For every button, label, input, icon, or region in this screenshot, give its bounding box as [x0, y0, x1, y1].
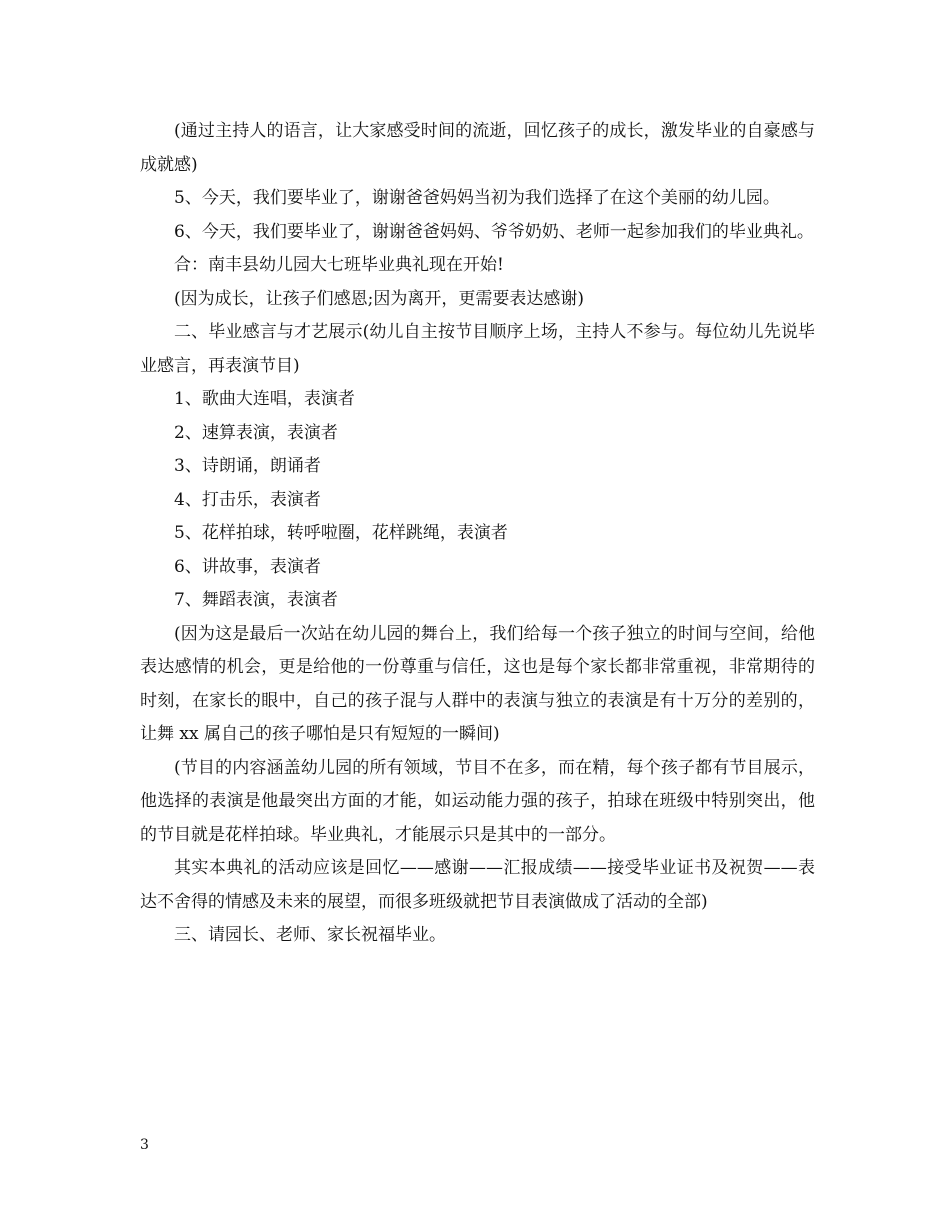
section-heading-blessings: 三、请园长、老师、家长祝福毕业。 — [174, 925, 446, 945]
program-item-3: 3、诗朗诵，朗诵者 — [174, 456, 321, 476]
paragraph-line-6: 6、今天，我们要毕业了，谢谢爸爸妈妈、爷爷奶奶、老师一起参加我们的毕业典礼。 — [174, 221, 814, 242]
program-item-5: 5、花样拍球，转呼啦圈，花样跳绳，表演者 — [174, 523, 508, 543]
paragraph-program-content-note: (节目的内容涵盖幼儿园的所有领域，节目不在多，而在精，每个孩子都有节目展示，他选择的表演是他最突出方面的才能，如运动能力强的孩子，拍球在班级中特别突出，他的节目就是花样拍球。毕业典礼，才能展示只是其中的一部分。 — [140, 757, 815, 845]
section-heading-talent-show: 二、毕业感言与才艺展示(幼儿自主按节目顺序上场，主持人不参与。每位幼儿先说毕业感言，再表演节目) — [140, 322, 815, 376]
paragraph-together: 合：南丰县幼儿园大七班毕业典礼现在开始! — [174, 255, 504, 275]
paragraph-ceremony-note: 其实本典礼的活动应该是回忆——感谢——汇报成绩——接受毕业证书及祝贺——表达不舍得的情感及未来的展望，而很多班级就把节目表演做成了活动的全部) — [140, 858, 815, 912]
paragraph-stage-note: (因为这是最后一次站在幼儿园的舞台上，我们给每一个孩子独立的时间与空间，给他表达感情的机会，更是给他的一份尊重与信任，这也是每个家长都非常重视，非常期待的时刻，在家长的眼中，自己的孩子混与人群中的表演与独立的表演是有十万分的差别的，让舞 xx 属自己的孩子哪怕是只有短短的一瞬间) — [140, 623, 815, 744]
program-item-6: 6、讲故事，表演者 — [174, 556, 321, 577]
paragraph-gratitude-note: (因为成长，让孩子们感恩;因为离开，更需要表达感谢) — [174, 288, 584, 309]
program-item-7: 7、舞蹈表演，表演者 — [174, 590, 338, 610]
program-item-2: 2、速算表演，表演者 — [174, 422, 338, 443]
document-body — [140, 115, 815, 953]
program-item-1: 1、歌曲大连唱，表演者 — [174, 389, 355, 409]
paragraph-line-5: 5、今天，我们要毕业了，谢谢爸爸妈妈当初为我们选择了在这个美丽的幼儿园。 — [174, 188, 780, 208]
program-item-4: 4、打击乐，表演者 — [174, 489, 321, 510]
page-number: 3 — [140, 1137, 149, 1153]
paragraph-host-note: (通过主持人的语言，让大家感受时间的流逝，回忆孩子的成长，激发毕业的自豪感与成就感) — [140, 121, 815, 175]
